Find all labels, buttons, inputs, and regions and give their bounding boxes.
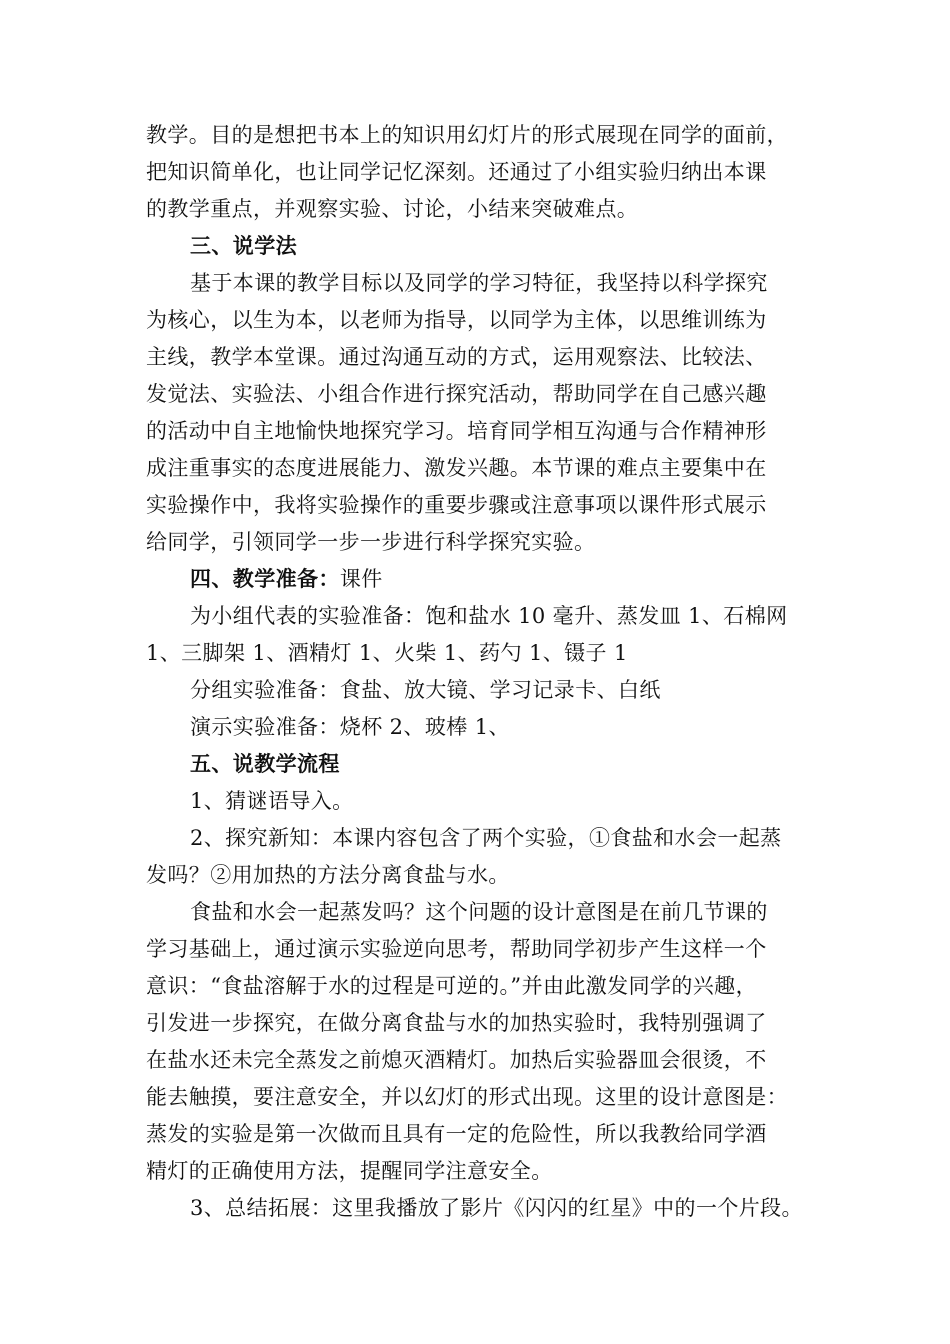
paragraph-line: 给同学，引领同学一步一步进行科学探究实验。 xyxy=(146,530,596,554)
paragraph-line: 意识：“食盐溶解于水的过程是可逆的。”并由此激发同学的兴趣， xyxy=(146,974,757,998)
section-heading-label: 四、教学准备： xyxy=(190,566,340,591)
paragraph-line: 主线，教学本堂课。通过沟通互动的方式，运用观察法、比较法、 xyxy=(146,345,767,369)
paragraph-line: 引发进一步探究，在做分离食盐与水的加热实验时，我特别强调了 xyxy=(146,1011,767,1035)
paragraph-line: 发吗？②用加热的方法分离食盐与水。 xyxy=(146,863,510,887)
paragraph-line: 分组实验准备：食盐、放大镜、学习记录卡、白纸 xyxy=(190,678,661,702)
section-heading-value: 课件 xyxy=(339,567,383,591)
paragraph-line: 把知识简单化，也让同学记忆深刻。还通过了小组实验归纳出本课 xyxy=(146,160,767,184)
section-heading-learning-methods: 三、说学法 xyxy=(190,233,297,258)
paragraph-line: 学习基础上，通过演示实验逆向思考，帮助同学初步产生这样一个 xyxy=(146,937,767,961)
paragraph-line: 精灯的正确使用方法，提醒同学注意安全。 xyxy=(146,1159,553,1183)
paragraph-line: 蒸发的实验是第一次做而且具有一定的危险性，所以我教给同学酒 xyxy=(146,1122,767,1146)
paragraph-line: 的活动中自主地愉快地探究学习。培育同学相互沟通与合作精神形 xyxy=(146,419,767,443)
section-heading-teaching-preparation xyxy=(190,565,383,593)
paragraph-line: 实验操作中，我将实验操作的重要步骤或注意事项以课件形式展示 xyxy=(146,493,767,517)
paragraph-line: 基于本课的教学目标以及同学的学习特征，我坚持以科学探究 xyxy=(190,271,768,295)
paragraph-line: 在盐水还未完全蒸发之前熄灭酒精灯。加热后实验器皿会很烫，不 xyxy=(146,1048,767,1072)
paragraph-line: 1、三脚架 1、酒精灯 1、火柴 1、药勺 1、镊子 1 xyxy=(146,641,628,665)
paragraph-line: 为小组代表的实验准备：饱和盐水 10 毫升、蒸发皿 1、石棉网 xyxy=(190,604,788,628)
section-heading-teaching-flow: 五、说教学流程 xyxy=(190,751,340,776)
paragraph-line: 的教学重点，并观察实验、讨论，小结来突破难点。 xyxy=(146,197,639,221)
paragraph-line: 2、探究新知：本课内容包含了两个实验，①食盐和水会一起蒸 xyxy=(190,826,782,850)
paragraph-line: 3、总结拓展：这里我播放了影片《闪闪的红星》中的一个片段。 xyxy=(190,1196,803,1220)
paragraph-line: 成注重事实的态度进展能力、激发兴趣。本节课的难点主要集中在 xyxy=(146,456,767,480)
paragraph-line: 发觉法、实验法、小组合作进行探究活动，帮助同学在自己感兴趣 xyxy=(146,382,767,406)
paragraph-line: 教学。目的是想把书本上的知识用幻灯片的形式展现在同学的面前， xyxy=(146,123,788,147)
paragraph-line: 食盐和水会一起蒸发吗？这个问题的设计意图是在前几节课的 xyxy=(190,900,768,924)
paragraph-line: 演示实验准备：烧杯 2、玻棒 1、 xyxy=(190,715,510,739)
paragraph-line: 为核心，以生为本，以老师为指导，以同学为主体，以思维训练为 xyxy=(146,308,767,332)
paragraph-line: 能去触摸，要注意安全，并以幻灯的形式出现。这里的设计意图是： xyxy=(146,1085,788,1109)
paragraph-line: 1、猜谜语导入。 xyxy=(190,789,354,813)
